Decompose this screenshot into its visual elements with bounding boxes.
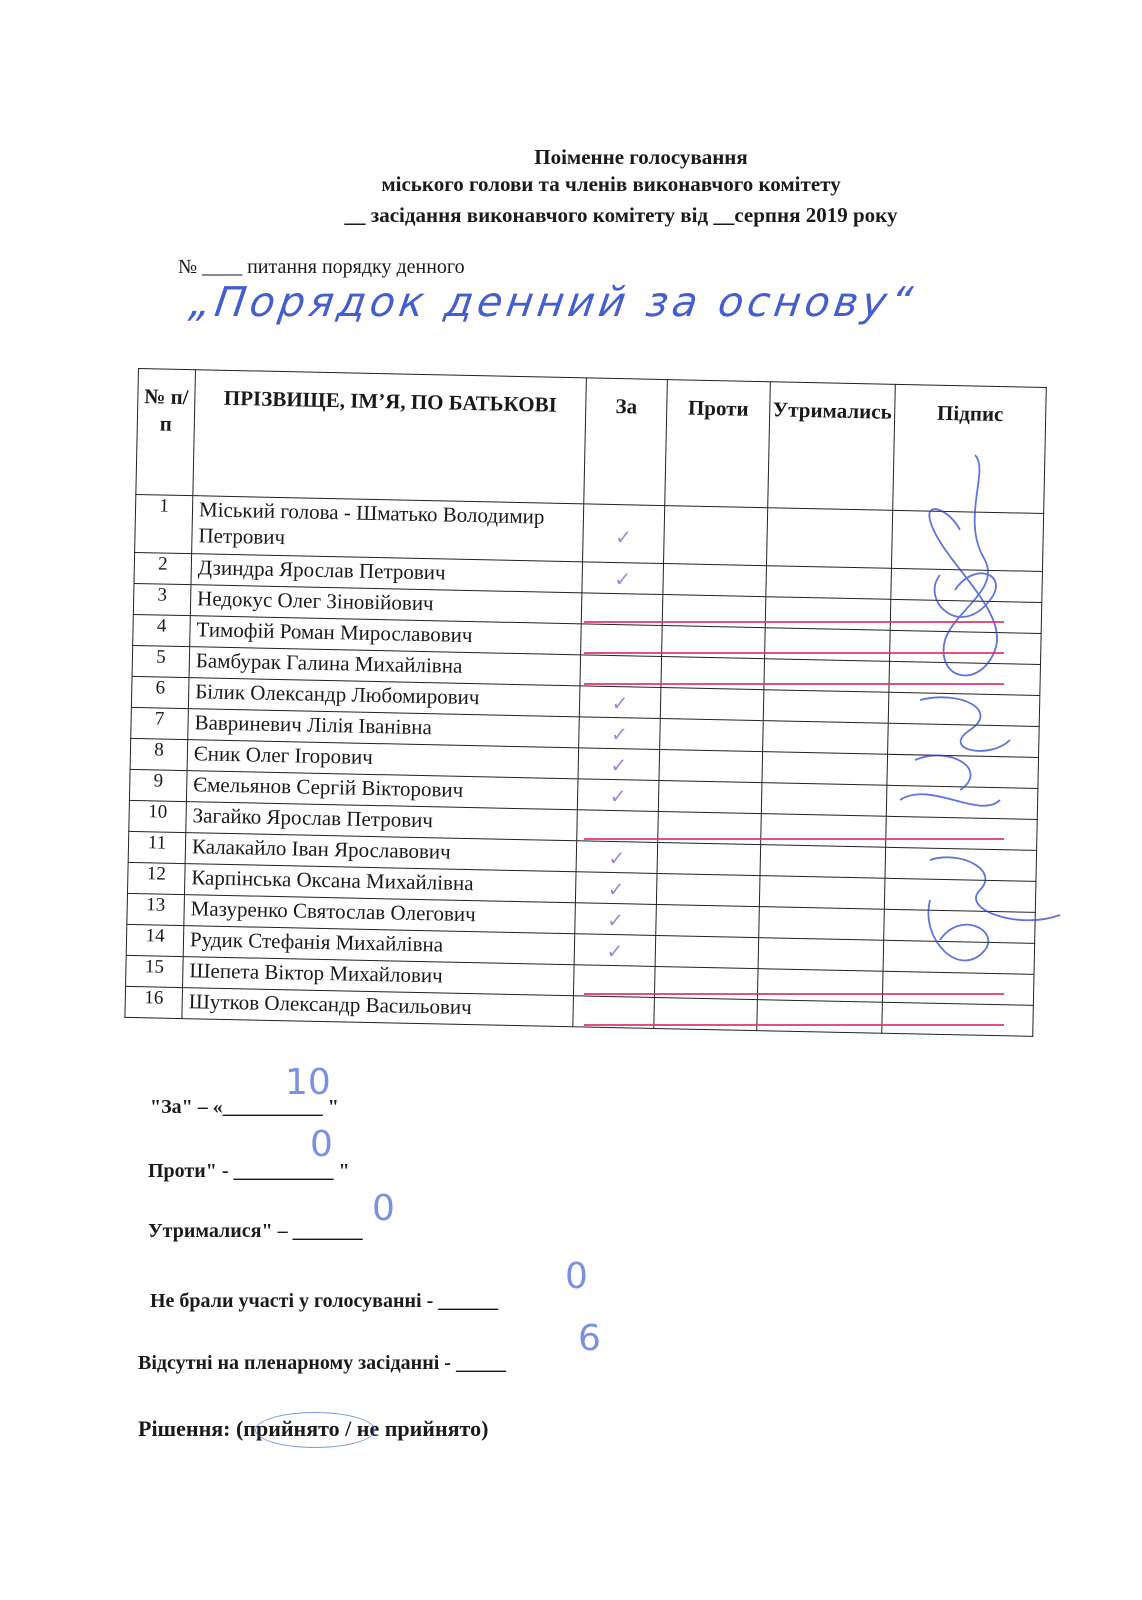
row-abstain-cell bbox=[763, 721, 889, 755]
row-abstain-cell bbox=[765, 628, 891, 662]
header-abstain: Утримались bbox=[768, 382, 896, 511]
check-mark-icon: ✓ bbox=[606, 907, 625, 933]
row-num: 10 bbox=[129, 800, 187, 832]
header-against: Проти bbox=[665, 380, 771, 508]
row-num: 2 bbox=[134, 552, 192, 584]
strike-line bbox=[584, 652, 1004, 654]
row-abstain-cell bbox=[764, 659, 890, 693]
row-num: 14 bbox=[126, 924, 184, 956]
row-num: 4 bbox=[133, 614, 191, 646]
row-against-cell bbox=[663, 564, 767, 597]
row-signature-cell bbox=[886, 785, 1038, 819]
row-num: 15 bbox=[126, 955, 184, 987]
row-name: Загайко Ярослав Петрович bbox=[186, 802, 578, 841]
row-for-mark bbox=[579, 686, 661, 719]
check-mark-icon bbox=[578, 810, 658, 818]
header-for: За bbox=[584, 378, 668, 506]
row-against-cell bbox=[660, 719, 764, 752]
row-name: Тимофій Роман Мирославович bbox=[190, 616, 582, 655]
row-name: Шепета Віктор Михайлович bbox=[183, 957, 575, 996]
row-num: 6 bbox=[131, 676, 189, 708]
check-mark-icon: ✓ bbox=[611, 690, 629, 716]
check-mark-icon bbox=[581, 655, 661, 663]
agenda-topic-handwritten: „Порядок денний за основу“ bbox=[186, 278, 920, 326]
row-signature-cell bbox=[887, 754, 1039, 788]
row-signature-cell bbox=[886, 816, 1038, 850]
check-mark-icon: ✓ bbox=[606, 938, 624, 964]
row-name: Ємельянов Сергій Вікторович bbox=[186, 771, 578, 810]
row-name: Рудик Стефанія Михайлівна bbox=[183, 926, 575, 965]
row-signature-cell bbox=[890, 599, 1042, 633]
row-name: Недокус Олег Зіновійович bbox=[190, 585, 582, 624]
row-against-cell bbox=[658, 781, 762, 814]
row-abstain-cell bbox=[765, 597, 891, 631]
row-num: 1 bbox=[135, 494, 193, 553]
check-mark-icon: ✓ bbox=[610, 752, 628, 778]
row-num: 3 bbox=[133, 583, 191, 615]
row-num: 7 bbox=[131, 707, 189, 739]
row-for-mark bbox=[578, 748, 660, 781]
row-signature-cell bbox=[885, 847, 1037, 881]
summary-abstain-value: 0 bbox=[372, 1188, 395, 1229]
row-for-mark bbox=[583, 504, 665, 564]
row-name: Єник Олег Ігорович bbox=[187, 740, 579, 779]
row-signature-cell bbox=[882, 971, 1034, 1005]
summary-absent-value: 6 bbox=[578, 1318, 601, 1359]
check-mark-icon: ✓ bbox=[610, 721, 629, 747]
row-abstain-cell bbox=[759, 876, 885, 910]
row-against-cell bbox=[657, 842, 761, 875]
row-num: 11 bbox=[128, 831, 186, 863]
row-num: 9 bbox=[129, 769, 187, 801]
check-mark-icon: ✓ bbox=[607, 876, 625, 902]
check-mark-icon: ✓ bbox=[614, 525, 633, 550]
row-against-cell bbox=[656, 873, 760, 906]
row-signature-cell bbox=[891, 568, 1043, 602]
row-abstain-cell bbox=[763, 690, 889, 724]
strike-line bbox=[584, 993, 1004, 995]
row-abstain-cell bbox=[757, 1000, 883, 1034]
summary-for-value: 10 bbox=[285, 1062, 331, 1103]
row-for-mark bbox=[579, 717, 661, 750]
row-signature-cell bbox=[884, 878, 1036, 912]
decision-circle-mark bbox=[255, 1412, 375, 1448]
row-name: Бамбурак Галина Михайлівна bbox=[189, 647, 581, 686]
row-abstain-cell bbox=[760, 845, 886, 879]
check-mark-icon: ✓ bbox=[614, 567, 632, 592]
header-signature: Підпис bbox=[893, 384, 1047, 513]
row-name: Вавриневич Лілія Іванівна bbox=[188, 709, 580, 748]
row-name: Карпінська Оксана Михайлівна bbox=[184, 864, 576, 903]
summary-abstain-label: Утрималися" – _______ bbox=[148, 1220, 363, 1242]
row-against-cell bbox=[659, 750, 763, 783]
check-mark-icon: ✓ bbox=[608, 845, 626, 871]
row-against-cell bbox=[660, 688, 764, 721]
doc-subtitle: міського голови та членів виконавчого комітету bbox=[381, 172, 841, 196]
header-name: ПРІЗВИЩЕ, ІМ’Я, ПО БАТЬКОВІ bbox=[193, 370, 587, 504]
row-abstain-cell bbox=[758, 938, 884, 972]
row-num: 5 bbox=[132, 645, 190, 677]
row-abstain-cell bbox=[761, 783, 887, 817]
header-num: № п/п bbox=[136, 369, 196, 496]
row-signature-cell bbox=[884, 909, 1036, 943]
summary-for-label: "За" – «__________ " bbox=[150, 1096, 339, 1118]
summary-not-participated-label: Не брали участі у голосуванні - ______ bbox=[150, 1290, 499, 1312]
decision-line bbox=[138, 1416, 488, 1442]
summary-against-label: Проти" - __________ " bbox=[148, 1160, 350, 1182]
summary-not-participated-value: 0 bbox=[565, 1256, 588, 1297]
row-signature-cell bbox=[891, 510, 1043, 571]
row-for-mark bbox=[575, 903, 657, 936]
check-mark-icon bbox=[582, 593, 662, 601]
row-for-mark bbox=[582, 562, 664, 595]
row-name: Міський голова - Шматько Володимир Петрович bbox=[192, 496, 584, 562]
check-mark-icon bbox=[574, 965, 654, 973]
doc-title: Поіменне голосування bbox=[534, 145, 748, 169]
row-against-cell bbox=[656, 904, 760, 937]
row-against-cell bbox=[664, 506, 768, 566]
row-name: Білик Олександр Любомирович bbox=[188, 678, 580, 717]
row-num: 13 bbox=[127, 893, 185, 925]
decision-text: Рішення: (прийнято / не прийнято) bbox=[138, 1416, 489, 1441]
row-abstain-cell bbox=[761, 814, 887, 848]
row-abstain-cell bbox=[766, 566, 892, 600]
row-for-mark bbox=[577, 779, 659, 812]
check-mark-icon bbox=[582, 624, 662, 632]
row-name: Мазуренко Святослав Олегович bbox=[184, 895, 576, 934]
row-name: Дзиндра Ярослав Петрович bbox=[191, 554, 583, 593]
row-num: 8 bbox=[130, 738, 188, 770]
row-abstain-cell bbox=[766, 508, 892, 569]
check-mark-icon bbox=[574, 996, 654, 1004]
strike-line bbox=[584, 683, 1004, 685]
row-num: 16 bbox=[125, 986, 183, 1018]
strike-line bbox=[584, 838, 1004, 840]
strike-line bbox=[584, 621, 1004, 623]
row-for-mark bbox=[574, 934, 656, 967]
row-signature-cell bbox=[890, 630, 1042, 664]
meeting-line: __ засідання виконавчого комітету від __серпня 2019 року bbox=[344, 203, 898, 227]
row-signature-cell bbox=[882, 1002, 1034, 1036]
summary-absent-label: Відсутні на пленарному засіданні - _____ bbox=[138, 1352, 506, 1374]
row-name: Калакайло Іван Ярославович bbox=[185, 833, 577, 872]
row-for-mark bbox=[575, 872, 657, 905]
row-abstain-cell bbox=[757, 969, 883, 1003]
strike-line bbox=[584, 1024, 1004, 1026]
row-signature-cell bbox=[889, 661, 1041, 695]
row-against-cell bbox=[655, 935, 759, 968]
row-abstain-cell bbox=[762, 752, 888, 786]
summary-against-value: 0 bbox=[310, 1124, 333, 1165]
row-num: 12 bbox=[127, 862, 185, 894]
vote-table bbox=[124, 368, 1046, 1037]
check-mark-icon: ✓ bbox=[609, 783, 627, 809]
row-name: Шутков Олександр Васильович bbox=[182, 988, 574, 1027]
row-signature-cell bbox=[883, 940, 1035, 974]
row-abstain-cell bbox=[759, 907, 885, 941]
row-for-mark bbox=[576, 841, 658, 874]
agenda-item-line: № ____ питання порядку денного bbox=[178, 256, 465, 278]
row-signature-cell bbox=[888, 723, 1040, 757]
row-signature-cell bbox=[888, 692, 1040, 726]
